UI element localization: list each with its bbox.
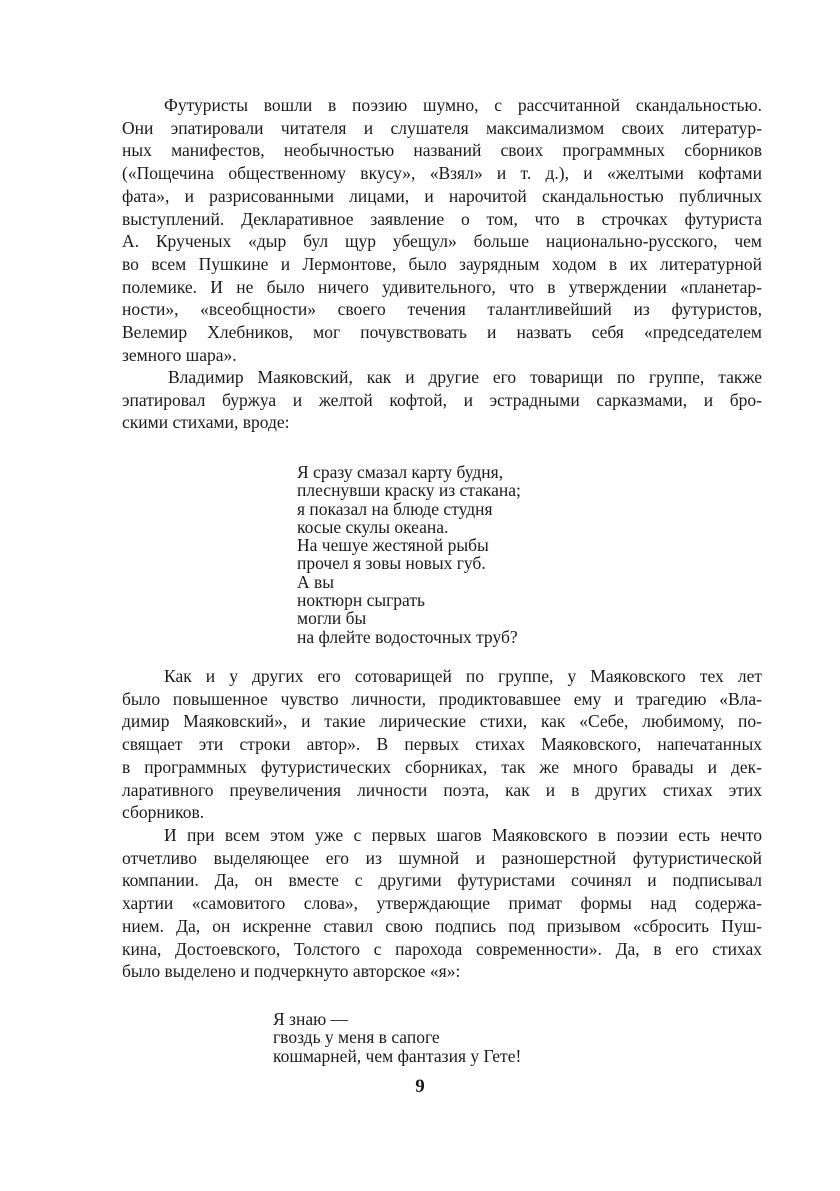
poem-line: косые скулы океана. bbox=[297, 516, 449, 537]
text-line: было повышенное чувство личности, продиктовавшее ему и трагедию «Вла- bbox=[122, 688, 762, 709]
poem-line: могли бы bbox=[297, 608, 367, 629]
text-line: Владимир Маяковский, как и другие его товарищи по группе, также bbox=[168, 367, 762, 387]
text-line: полемике. И не было ничего удивительного, что в утверждении «планетар- bbox=[122, 276, 762, 297]
text-line: Как и у других его сотоварищей по группе, у Маяковского тех лет bbox=[164, 666, 762, 686]
poem-line: А вы bbox=[297, 571, 335, 592]
poem-line: гвоздь у меня в сапоге bbox=[273, 1027, 440, 1048]
text-line: сборников. bbox=[122, 802, 205, 823]
page-number: 9 bbox=[415, 1076, 425, 1097]
text-line: было выделено и подчеркнуто авторское «я»: bbox=[122, 961, 461, 982]
text-line: ларативного преувеличения личности поэта, как и в других стихах этих bbox=[122, 779, 762, 800]
poem-line: На чешуе жестяной рыбы bbox=[297, 535, 489, 556]
text-line: выступлений. Декларативное заявление о том, что в строчках футуриста bbox=[122, 208, 762, 229]
poem-line: ноктюрн сыграть bbox=[297, 590, 425, 611]
poem-quote-2 bbox=[273, 1010, 521, 1065]
poem-line: я показал на блюде студня bbox=[297, 498, 493, 519]
text-line: ности», «всеобщности» своего течения талантливейший из футуристов, bbox=[122, 299, 762, 320]
poem-line: Я сразу смазал карту будня, bbox=[297, 462, 504, 482]
text-line: ных манифестов, необычностью названий своих программных сборников bbox=[122, 140, 762, 161]
text-line: хартии «самовитого слова», утверждающие примат формы над содержа- bbox=[122, 893, 762, 914]
text-line: во всем Пушкине и Лермонтове, было заурядным ходом в их литературной bbox=[122, 253, 762, 274]
text-line: («Пощечина общественному вкусу», «Взял» и т. д.), и «желтыми кофтами bbox=[122, 163, 762, 184]
text-line: в программных футуристических сборниках, так же много бравады и дек- bbox=[122, 756, 762, 777]
text-line: нием. Да, он искренне ставил свою подпись под призывом «сбросить Пуш- bbox=[122, 915, 762, 936]
poem-line: Я знаю — bbox=[273, 1009, 349, 1029]
text-line: свящает эти строки автор». В первых стихах Маяковского, напечатанных bbox=[122, 734, 762, 755]
text-line: скими стихами, вроде: bbox=[122, 412, 290, 433]
text-line: И при всем этом уже с первых шагов Маяковского в поэзии есть нечто bbox=[164, 825, 762, 845]
text-line: земного шара». bbox=[122, 344, 237, 365]
text-line: компании. Да, он вместе с другими футуристами сочинял и подписывал bbox=[122, 870, 762, 891]
text-line: Велемир Хлебников, мог почувствовать и назвать себя «председателем bbox=[122, 322, 762, 343]
text-line: димир Маяковский», и такие лирические стихи, как «Себе, любимому, по- bbox=[122, 711, 762, 732]
text-line: А. Крученых «дыр бул щур убещул» больше национально-русского, чем bbox=[122, 231, 762, 252]
text-line: эпатировал буржуа и желтой кофтой, и эстрадными сарказмами, и бро- bbox=[122, 389, 762, 410]
paragraph-3 bbox=[122, 665, 762, 824]
paragraph-1 bbox=[122, 94, 762, 366]
text-line: кина, Достоевского, Толстого с парохода современности». Да, в его стихах bbox=[122, 938, 762, 959]
text-line: отчетливо выделяющее его из шумной и разношерстной футуристической bbox=[122, 847, 762, 868]
paragraph-4 bbox=[122, 824, 762, 983]
poem-line: кошмарней, чем фантазия у Гете! bbox=[273, 1045, 522, 1066]
text-line: Футуристы вошли в поэзию шумно, с рассчитанной скандальностью. bbox=[164, 95, 762, 115]
paragraph-2 bbox=[122, 366, 762, 434]
text-line: Они эпатировали читателя и слушателя максимализмом своих литератур- bbox=[122, 117, 762, 138]
poem-line: прочел я зовы новых губ. bbox=[297, 553, 486, 574]
poem-quote-1 bbox=[297, 463, 521, 646]
poem-line: на флейте водосточных труб? bbox=[297, 626, 518, 647]
text-line: фата», и разрисованными лицами, и нарочитой скандальностью публичных bbox=[122, 185, 762, 206]
poem-line: плеснувши краску из стакана; bbox=[297, 480, 521, 501]
